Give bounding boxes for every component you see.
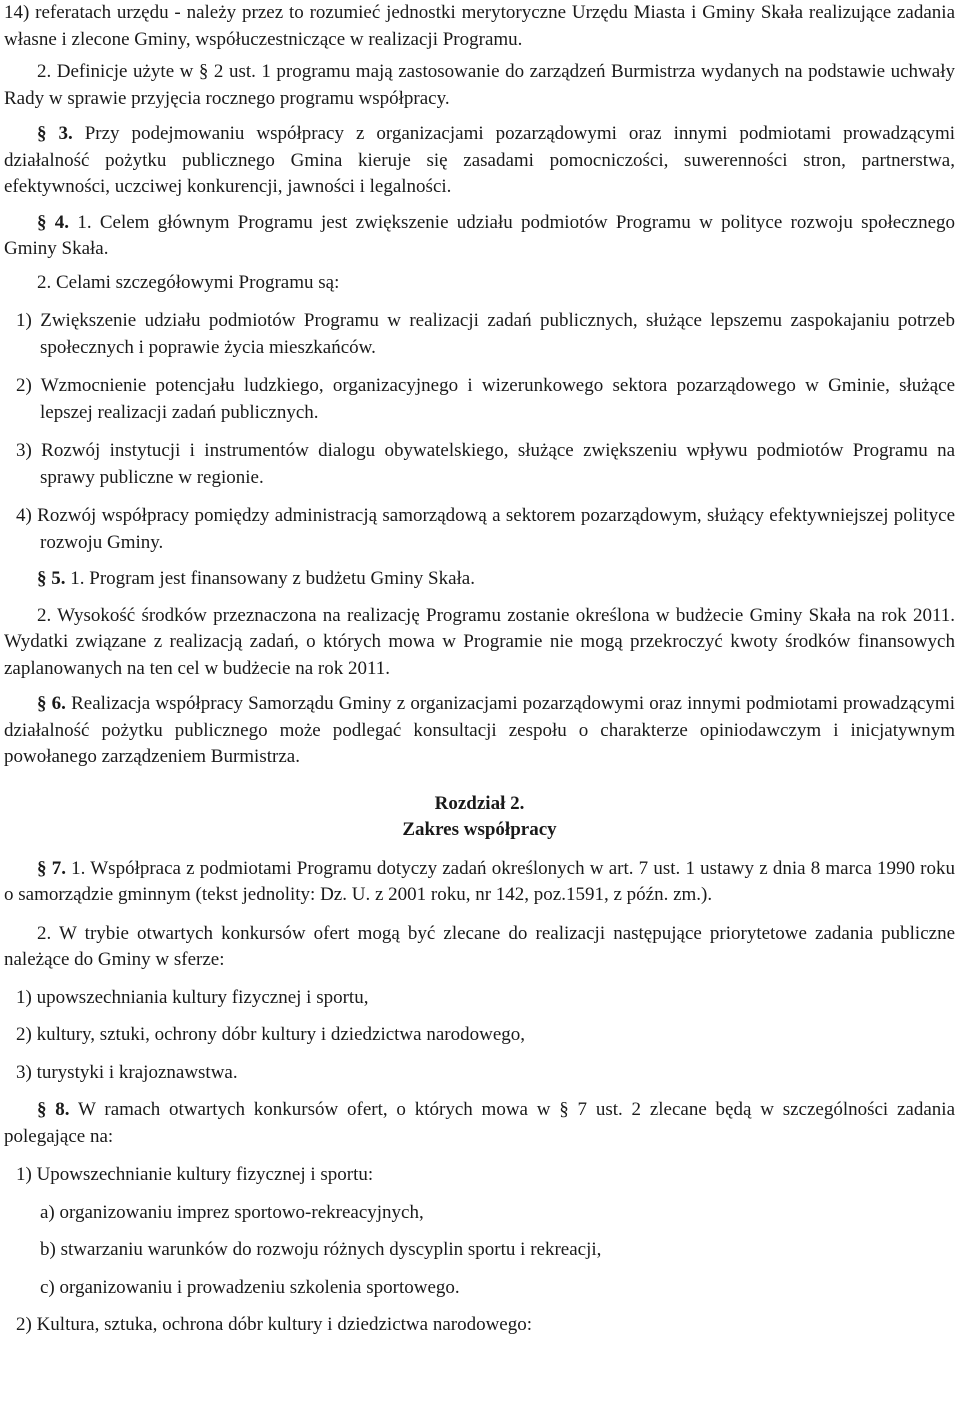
scope-item-2: 2) kultury, sztuki, ochrony dóbr kultury i dziedzictwa narodowego, (16, 1024, 526, 1045)
scope-item-3: 3) turystyki i krajoznawstwa. (16, 1061, 238, 1083)
section-3-text: Przy podejmowaniu współpracy z organizacjami pozarządowymi oraz innymi podmiotami prowadzącymi działalność pożytku publicznego Gmina kieruje się zasadami pomocniczości, suwerenności stron, partnerstwa, efektywności, uczciwej konkurencji, jawności i legalności. (4, 123, 956, 197)
section-7-text: 1. Współpraca z podmiotami Programu dotyczy zadań określonych w art. 7 ust. 1 ustawy z dnia 8 marca 1990 roku o samorządzie gminnym (tekst jednolity: Dz. U. z 2001 roku, nr 142, poz.1591, z późn. zm.). (4, 857, 956, 905)
section-4-text: 1. Celem głównym Programu jest zwiększenie udziału podmiotów Programu w polityce rozwoju społecznego Gminy Skała. (4, 211, 956, 259)
goal-item-2: 2) Wzmocnienie potencjału ludzkiego, organizacyjnego i wizerunkowego sektora pozarządowego w Gminie, służące lepszej realizacji zadań publicznych. (16, 375, 955, 423)
goal-item-3: 3) Rozwój instytucji i instrumentów dialogu obywatelskiego, służące zwiększeniu wpływu podmiotów Programu na sprawy publiczne w regionie. (16, 440, 955, 488)
section-4-number: § 4. (37, 211, 70, 233)
paragraph-14-referaty: 14) referatach urzędu - należy przez to rozumieć jednostki merytoryczne Urzędu Miasta i Gminy Skała realizujące zadania własne i zlecone Gminy, współuczestniczące w realizacji Programu. (4, 2, 955, 50)
section-7-point-2: 2. W trybie otwartych konkursów ofert mogą być zlecane do realizacji następujące priorytetowe zadania publiczne należące do Gminy w sferze: (4, 922, 955, 970)
task-subitem-c: c) organizowaniu i prowadzeniu szkolenia sportowego. (40, 1276, 460, 1298)
goal-item-4: 4) Rozwój współpracy pomiędzy administracją samorządową a sektorem pozarządowym, służący efektywniejszej polityce rozwoju Gminy. (16, 505, 955, 553)
section-4-point-2: 2. Celami szczegółowymi Programu są: (37, 271, 340, 293)
task-item-1: 1) Upowszechnianie kultury fizycznej i sportu: (16, 1164, 374, 1185)
section-8-number: § 8. (37, 1099, 70, 1120)
section-5 (4, 566, 955, 593)
section-4 (4, 210, 955, 263)
paragraph-definitions: 2. Definicje użyte w § 2 ust. 1 programu mają zastosowanie do zarządzeń Burmistrza wydanych na podstawie uchwały Rady w sprawie przyjęcia rocznego programu współpracy. (4, 61, 955, 109)
section-5-number: § 5. (37, 568, 66, 589)
section-6-number: § 6. (37, 693, 66, 714)
section-8-text: W ramach otwartych konkursów ofert, o których mowa w § 7 ust. 2 zlecane będą w szczególności zadania polegające na: (4, 1099, 956, 1147)
section-5-point-2: 2. Wysokość środków przeznaczona na realizację Programu zostanie określona w budżecie Gminy Skała na rok 2011. Wydatki związane z realizacją zadań, o których mowa w Programie nie mogą przekroczyć kwoty środków finansowych zaplanowanych na ten cel w budżecie na rok 2011. (4, 604, 955, 679)
section-5-text: 1. Program jest finansowany z budżetu Gminy Skała. (65, 568, 475, 589)
section-7 (4, 856, 955, 909)
section-8 (4, 1097, 955, 1150)
section-7-number: § 7. (37, 857, 66, 879)
section-3-number: § 3. (37, 123, 73, 144)
section-6-text: Realizacja współpracy Samorządu Gminy z organizacjami pozarządowymi oraz innymi podmiotami prowadzącymi działalność pożytku publicznego może podlegać konsultacji zespołu o charakterze opiniodawczym i inicjatywnym powołanego zarządzeniem Burmistrza. (4, 693, 955, 767)
chapter-title: Rozdział 2. (434, 792, 525, 814)
goal-item-1: 1) Zwiększenie udziału podmiotów Programu w realizacji zadań publicznych, służące lepszemu zaspokajaniu potrzeb społecznych i poprawie życia mieszkańców. (16, 310, 955, 358)
scope-item-1: 1) upowszechniania kultury fizycznej i sportu, (16, 986, 369, 1008)
task-subitem-a: a) organizowaniu imprez sportowo-rekreacyjnych, (40, 1201, 424, 1223)
task-subitem-b: b) stwarzaniu warunków do rozwoju różnych dyscyplin sportu i rekreacji, (40, 1239, 602, 1260)
chapter-subtitle: Zakres współpracy (402, 819, 557, 840)
section-6 (4, 691, 955, 771)
section-3 (4, 121, 955, 201)
task-item-2: 2) Kultura, sztuka, ochrona dóbr kultury i dziedzictwa narodowego: (16, 1314, 533, 1335)
